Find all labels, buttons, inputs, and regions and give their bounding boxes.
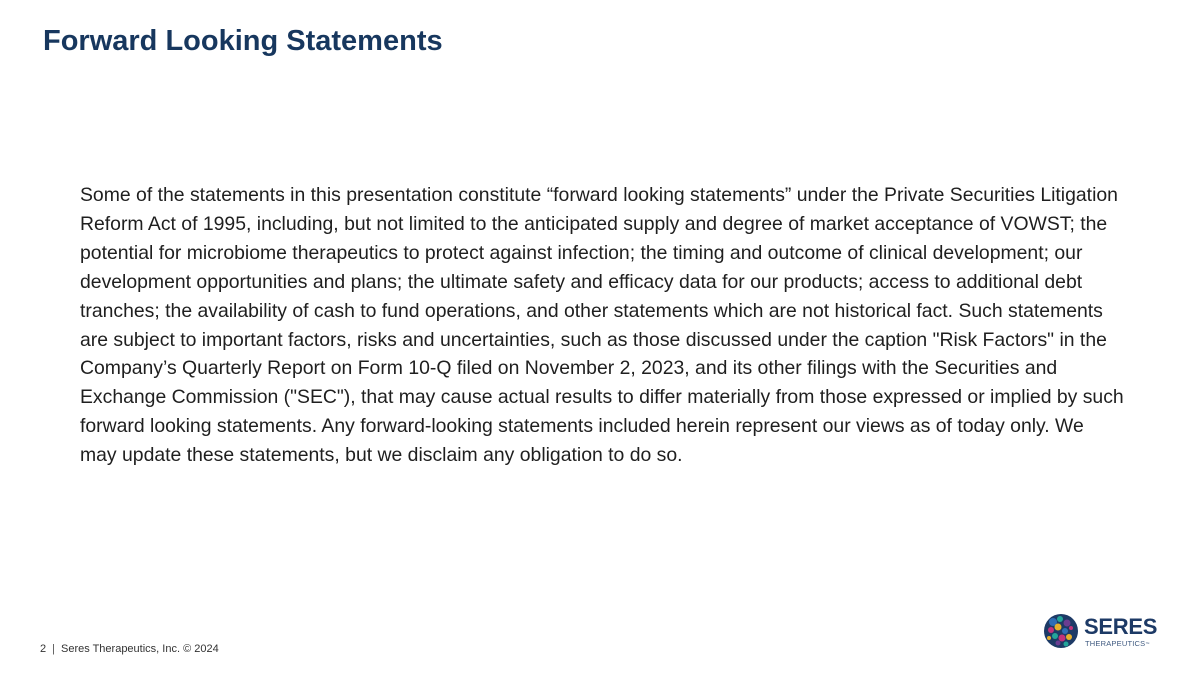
logo-subtitle-text: THERAPEUTICS — [1085, 639, 1146, 648]
logo-subtitle — [1085, 639, 1150, 648]
seres-logo — [1042, 610, 1160, 654]
slide-footer — [40, 642, 219, 656]
slide-title: Forward Looking Statements — [43, 25, 443, 57]
copyright-text: Seres Therapeutics, Inc. © 2024 — [60, 643, 219, 655]
logo-trademark: ™ — [1145, 641, 1150, 646]
seres-logo-icon — [1042, 610, 1080, 652]
logo-wordmark: SERES — [1084, 614, 1158, 639]
forward-looking-statement-text: Some of the statements in this presentation constitute “forward looking statements” under the Private Securities Litigation Reform Act of 1995, including, but not limited to the anticipated supply and degree of market acceptance of VOWST; the potential for microbiome therapeutics to protect against infection; the timing and outcome of clinical development; our development opportunities and plans; the ultimate safety and efficacy data for our products; access to additional debt tranches; the availability of cash to fund operations, and other statements which are not historical fact. Such statements are subject to important factors, risks and uncertainties, such as those discussed under the caption "Risk Factors" in the Company’s Quarterly Report on Form 10-Q filed on November 2, 2023, and its other filings with the Securities and Exchange Commission ("SEC"), that may cause actual results to differ materially from those expressed or implied by such forward looking statements. Any forward-looking statements included herein represent our views as of today only. We may update these statements, but we disclaim any obligation to do so. — [80, 184, 1124, 467]
page-number: 2 — [40, 643, 47, 655]
footer-separator: | — [52, 643, 55, 655]
